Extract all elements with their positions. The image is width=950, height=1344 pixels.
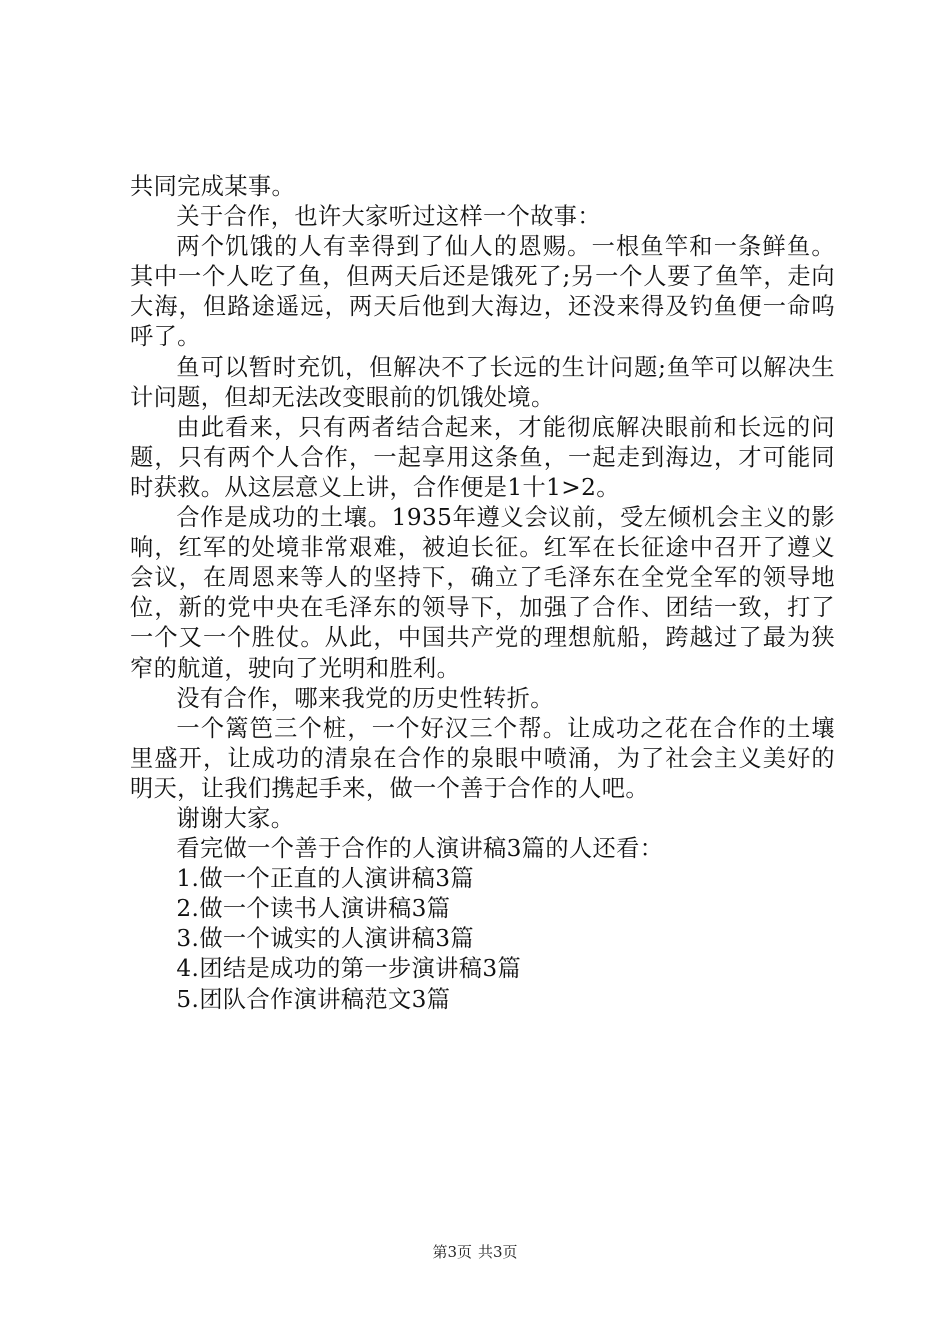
- page-number: 第3页: [432, 1243, 472, 1261]
- paragraph-8: 一个篱笆三个桩，一个好汉三个帮。让成功之花在合作的土壤里盛开，让成功的清泉在合作的泉眼中喷涌，为了社会主义美好的明天，让我们携起手来，做一个善于合作的人吧。: [130, 714, 835, 802]
- paragraph-6: 合作是成功的土壤。1935年遵义会议前，受左倾机会主义的影响，红军的处境非常艰难，被迫长征。红军在长征途中召开了遵义会议，在周恩来等人的坚持下，确立了毛泽东在全党全军的领导地位，新的党中央在毛泽东的领导下，加强了合作、团结一致，打了一个又一个胜仗。从此，中国共产党的理想航船，跨越过了最为狭窄的航道，驶向了光明和胜利。: [130, 504, 835, 682]
- related-item-2[interactable]: 2.做一个读书人演讲稿3篇: [176, 895, 451, 923]
- related-item-4[interactable]: 4.团结是成功的第一步演讲稿3篇: [176, 955, 522, 983]
- paragraph-4: 鱼可以暂时充饥，但解决不了长远的生计问题;鱼竿可以解决生计问题，但却无法改变眼前的饥饿处境。: [130, 353, 835, 411]
- page-total: 共3页: [478, 1243, 518, 1261]
- related-item-5[interactable]: 5.团队合作演讲稿范文3篇: [176, 985, 451, 1013]
- page-footer: [0, 1243, 950, 1261]
- paragraph-7: 没有合作，哪来我党的历史性转折。: [176, 684, 554, 712]
- paragraph-3: 两个饥饿的人有幸得到了仙人的恩赐。一根鱼竿和一条鲜鱼。其中一个人吃了鱼，但两天后还是饿死了;另一个人要了鱼竿，走向大海，但路途遥远，两天后他到大海边，还没来得及钓鱼便一命呜呼了。: [130, 233, 835, 351]
- related-item-3[interactable]: 3.做一个诚实的人演讲稿3篇: [176, 925, 474, 953]
- paragraph-2: 关于合作，也许大家听过这样一个故事：: [176, 203, 601, 231]
- related-heading: 看完做一个善于合作的人演讲稿3篇的人还看：: [176, 835, 664, 863]
- paragraph-1: 共同完成某事。: [130, 173, 296, 200]
- document-body: [130, 172, 835, 1015]
- paragraph-5: 由此看来，只有两者结合起来，才能彻底解决眼前和长远的问题，只有两个人合作，一起享用这条鱼，一起走到海边，才可能同时获救。从这层意义上讲，合作便是1十1>2。: [130, 413, 835, 501]
- related-item-1[interactable]: 1.做一个正直的人演讲稿3篇: [176, 865, 474, 893]
- paragraph-thanks: 谢谢大家。: [176, 804, 295, 832]
